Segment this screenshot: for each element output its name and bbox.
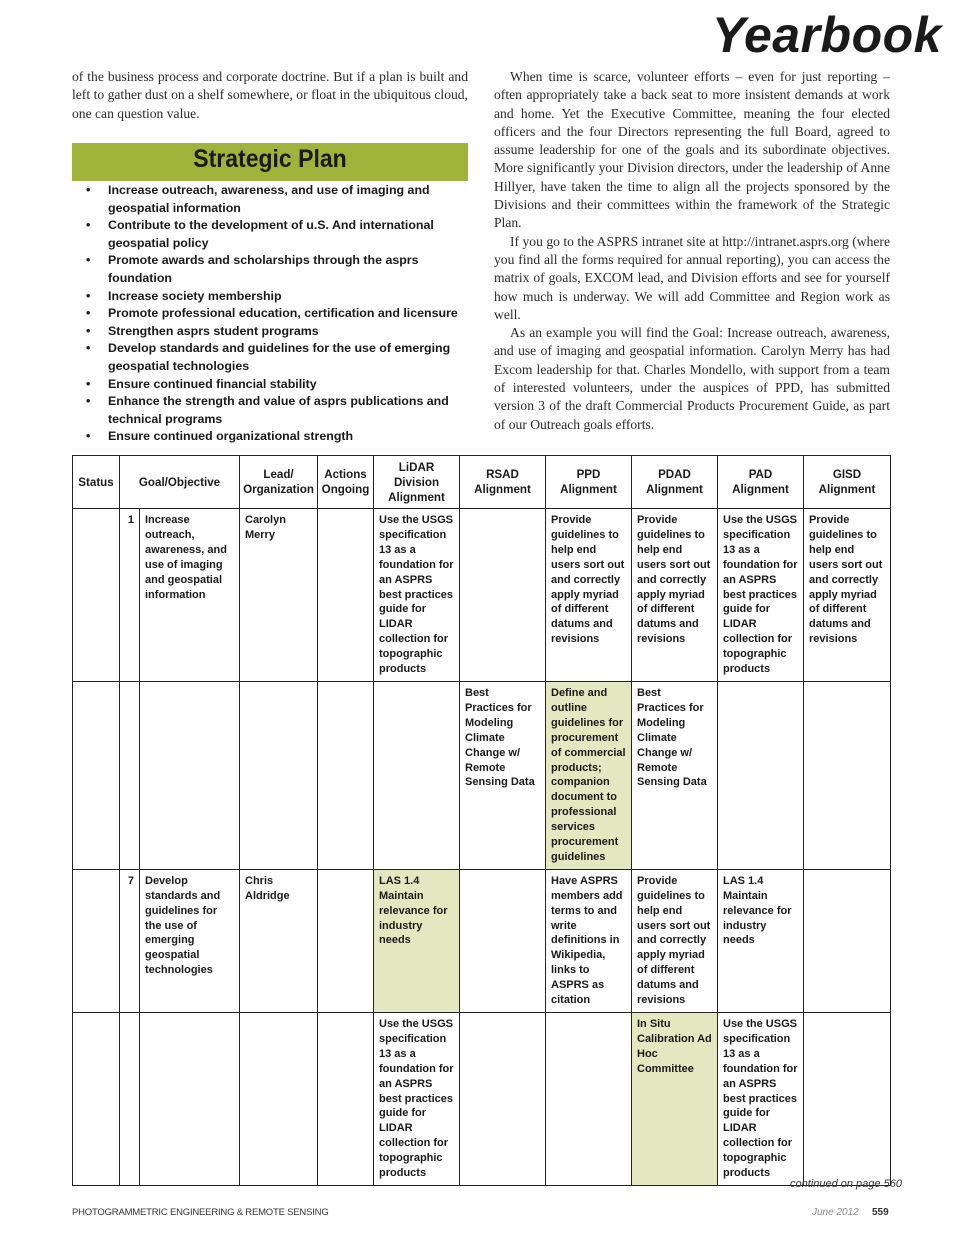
header-lead: Lead/ Organization: [240, 456, 318, 509]
cell-pad: [718, 681, 804, 869]
header-goal: Goal/Objective: [120, 456, 240, 509]
cell-ppd: Define and outline guidelines for procurement of commercial products; companion document to professional services procurement guidelines: [546, 681, 632, 869]
body-paragraph: As an example you will find the Goal: Increase outreach, awareness, and use of imaging and geospatial information. Carolyn Merry has had Excom leadership for that. Charles Mondello, with support from a team of interested volunteers, under the auspices of PPD, has submitted version 3 of the draft Commercial Products Procurement Guide, as part of our Outreach goals efforts.: [494, 325, 890, 432]
yearbook-masthead: Yearbook: [711, 7, 942, 63]
table-row: [73, 869, 891, 1012]
cell-ppd: Have ASPRS members add terms to and write definitions in Wikipedia, links to ASPRS as citation: [546, 869, 632, 1012]
table-row: [73, 681, 891, 869]
cell-rsad: [460, 1013, 546, 1186]
plan-item: • Promote professional education, certification and licensure: [86, 305, 476, 323]
cell-pdad: Best Practices for Modeling Climate Change w/ Remote Sensing Data: [632, 681, 718, 869]
header-status: Status: [73, 456, 120, 509]
table-row: [73, 509, 891, 682]
right-column: [494, 68, 890, 434]
cell-status: [73, 869, 120, 1012]
header-pdad: PDAD Alignment: [632, 456, 718, 509]
cell-goal-number: [120, 1013, 140, 1186]
plan-item: • Strengthen asprs student programs: [86, 323, 476, 341]
cell-gisd: [804, 1013, 891, 1186]
cell-ppd: Provide guidelines to help end users sort out and correctly apply myriad of different datums and revisions: [546, 509, 632, 682]
plan-item: • Develop standards and guidelines for the use of emerging geospatial technologies: [86, 340, 476, 375]
plan-item: • Ensure continued organizational strength: [86, 428, 476, 446]
cell-gisd: [804, 869, 891, 1012]
issue-date: June 2012: [812, 1207, 859, 1218]
cell-status: [73, 509, 120, 682]
cell-pdad: Provide guidelines to help end users sort out and correctly apply myriad of different datums and revisions: [632, 509, 718, 682]
cell-lidar: LAS 1.4 Maintain relevance for industry needs: [374, 869, 460, 1012]
cell-lead: Carolyn Merry: [240, 509, 318, 682]
table-row: [73, 1013, 891, 1186]
strategic-plan-matrix: [72, 455, 891, 1186]
cell-rsad: Best Practices for Modeling Climate Change w/ Remote Sensing Data: [460, 681, 546, 869]
cell-actions: [318, 869, 374, 1012]
strategic-plan-list: [86, 182, 476, 446]
header-ppd: PPD Alignment: [546, 456, 632, 509]
header-rsad: RSAD Alignment: [460, 456, 546, 509]
strategic-plan-banner: [72, 143, 468, 181]
cell-rsad: [460, 869, 546, 1012]
cell-goal: [140, 681, 240, 869]
cell-lidar: Use the USGS specification 13 as a foundation for an ASPRS best practices guide for LIDAR collection for topographic products: [374, 509, 460, 682]
left-column: [72, 68, 468, 123]
body-paragraph: When time is scarce, volunteer efforts – even for just reporting – often appropriately take a back seat to more insistent demands at work and home. Yet the Executive Committee, meaning the four elected officers and the four Directors representing the full Board, agreed to assume leadership for one of the goals and its subordinate objectives. More significantly your Division directors, under the leadership of Anne Hillyer, have taken the time to align all the projects sponsored by the Divisions and their committees within the framework of the Strategic Plan.: [494, 69, 890, 231]
header-lidar: LiDAR Division Alignment: [374, 456, 460, 509]
cell-gisd: [804, 681, 891, 869]
cell-rsad: [460, 509, 546, 682]
cell-pad: Use the USGS specification 13 as a foundation for an ASPRS best practices guide for LIDAR collection for topographic products: [718, 509, 804, 682]
cell-lidar: Use the USGS specification 13 as a foundation for an ASPRS best practices guide for LIDAR collection for topographic products: [374, 1013, 460, 1186]
cell-goal-number: 7: [120, 869, 140, 1012]
cell-lead: Chris Aldridge: [240, 869, 318, 1012]
cell-pdad: Provide guidelines to help end users sort out and correctly apply myriad of different datums and revisions: [632, 869, 718, 1012]
cell-goal: [140, 1013, 240, 1186]
cell-gisd: Provide guidelines to help end users sort out and correctly apply myriad of different datums and revisions: [804, 509, 891, 682]
cell-ppd: [546, 1013, 632, 1186]
header-pad: PAD Alignment: [718, 456, 804, 509]
cell-lidar: [374, 681, 460, 869]
header-actions: Actions Ongoing: [318, 456, 374, 509]
cell-goal: Increase outreach, awareness, and use of imaging and geospatial information: [140, 509, 240, 682]
cell-actions: [318, 1013, 374, 1186]
cell-lead: [240, 1013, 318, 1186]
cell-actions: [318, 509, 374, 682]
cell-actions: [318, 681, 374, 869]
plan-item: • Increase outreach, awareness, and use of imaging and geospatial information: [86, 182, 476, 217]
body-paragraph: If you go to the ASPRS intranet site at http://intranet.asprs.org (where you find all the forms required for annual reporting), you can access the matrix of goals, EXCOM lead, and Division efforts and see for yourself how much is underway. We will add Committee and Region work as well.: [494, 233, 890, 322]
continued-note: continued on page 560: [790, 1178, 902, 1190]
cell-pad: LAS 1.4 Maintain relevance for industry needs: [718, 869, 804, 1012]
journal-name: PHOTOGRAMMETRIC ENGINEERING & REMOTE SENSING: [72, 1207, 329, 1218]
cell-pdad: In Situ Calibration Ad Hoc Committee: [632, 1013, 718, 1186]
page-number: 559: [872, 1207, 889, 1218]
cell-status: [73, 681, 120, 869]
cell-pad: Use the USGS specification 13 as a foundation for an ASPRS best practices guide for LIDAR collection for topographic products: [718, 1013, 804, 1186]
plan-item: • Enhance the strength and value of asprs publications and technical programs: [86, 393, 476, 428]
cell-goal: Develop standards and guidelines for the use of emerging geospatial technologies: [140, 869, 240, 1012]
header-gisd: GISD Alignment: [804, 456, 891, 509]
plan-item: • Ensure continued financial stability: [86, 376, 476, 394]
strategic-plan-title: Strategic Plan: [193, 145, 347, 173]
cell-goal-number: [120, 681, 140, 869]
plan-item: • Promote awards and scholarships through the asprs foundation: [86, 252, 476, 287]
cell-lead: [240, 681, 318, 869]
table-header-row: [73, 456, 891, 509]
cell-status: [73, 1013, 120, 1186]
plan-item: • Contribute to the development of u.S. And international geospatial policy: [86, 217, 476, 252]
cell-goal-number: 1: [120, 509, 140, 682]
intro-paragraph: of the business process and corporate doctrine. But if a plan is built and left to gather dust on a shelf somewhere, or float in the ubiquitous cloud, one can question value.: [72, 69, 468, 121]
plan-item: • Increase society membership: [86, 288, 476, 306]
